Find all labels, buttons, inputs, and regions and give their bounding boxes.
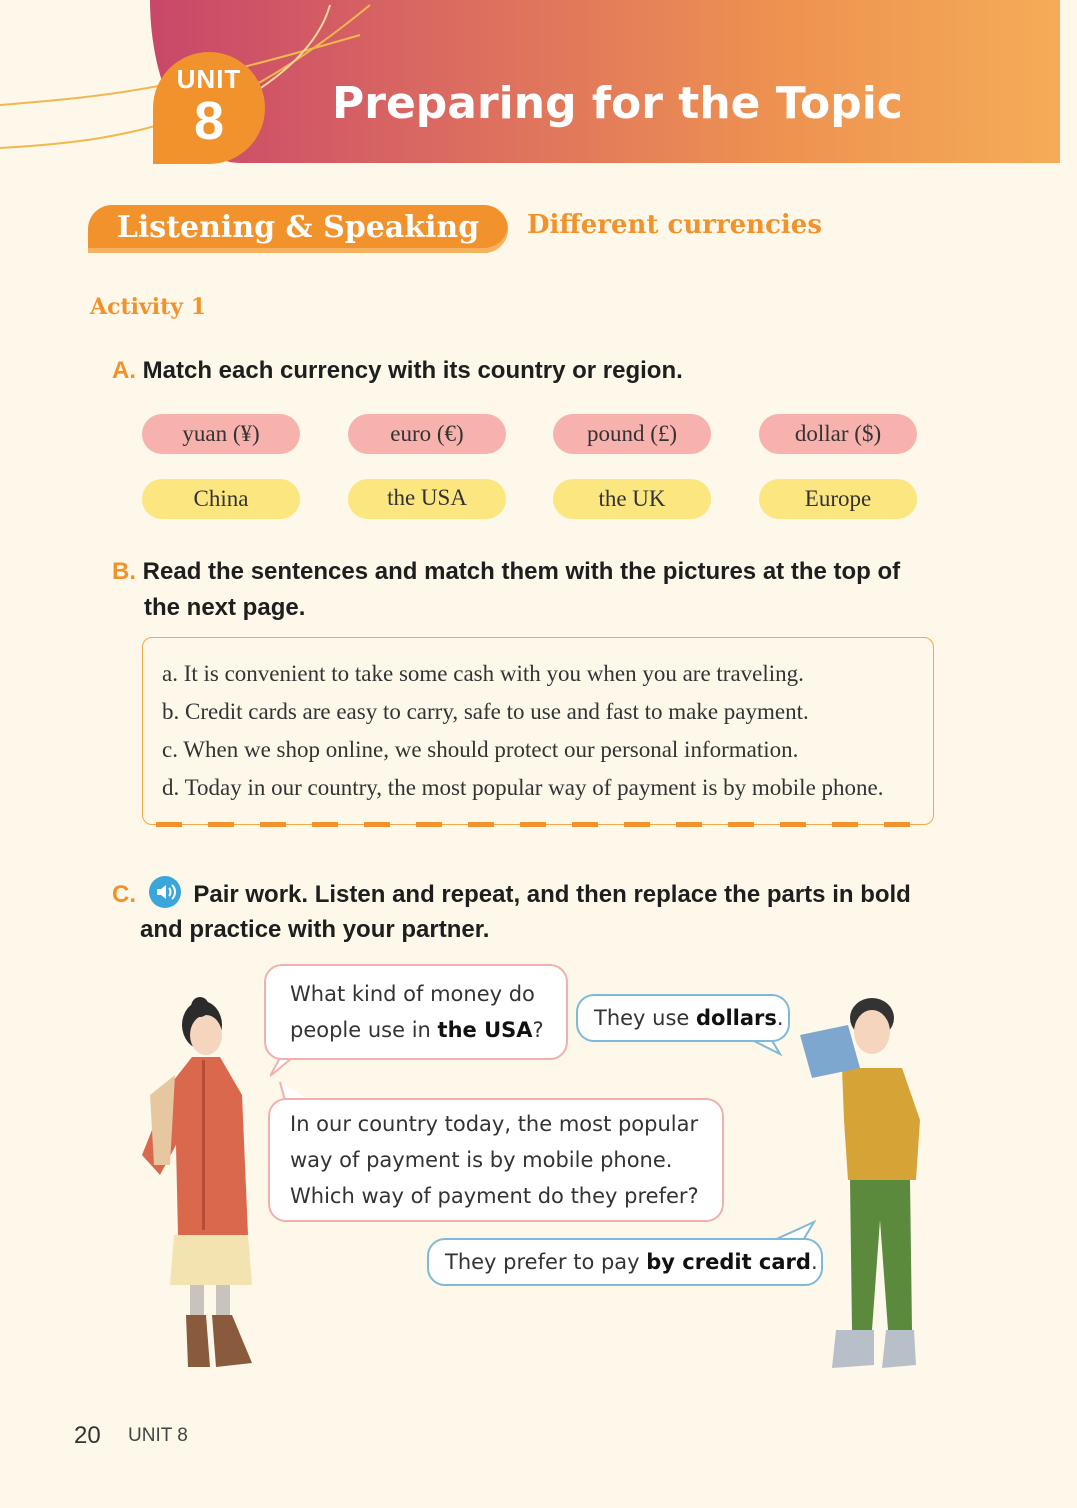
speech-bubble-a2: They prefer to pay by credit card. (427, 1238, 823, 1286)
currency-pill-dollar[interactable]: dollar ($) (759, 414, 917, 454)
sentence-c: c. When we shop online, we should protect our personal information. (162, 737, 799, 762)
currency-pill-euro[interactable]: euro (€) (348, 414, 506, 454)
speech-bubble-q1 (264, 964, 568, 1060)
page-title: Preparing for the Topic (332, 78, 903, 129)
currency-pill-yuan[interactable]: yuan (¥) (142, 414, 300, 454)
part-c-text-line1: Pair work. Listen and repeat, and then replace the parts in bold (193, 881, 911, 908)
part-b-letter: B. (112, 558, 136, 585)
region-pill-uk[interactable]: the UK (553, 479, 711, 519)
boy-illustration (790, 990, 930, 1380)
q2-line3: Which way of payment do they prefer? (290, 1184, 699, 1208)
speech-bubble-q2 (268, 1098, 724, 1222)
part-a-text: Match each currency with its country or region. (142, 357, 683, 384)
a1-bold: dollars (696, 1006, 777, 1030)
activity-label: Activity 1 (90, 294, 207, 320)
sentence-d: d. Today in our country, the most popular way of payment is by mobile phone. (162, 775, 884, 800)
part-c-text-line2: and practice with your partner. (140, 916, 490, 943)
sentence-box-dashes (156, 822, 918, 827)
q2-line1: In our country today, the most popular (290, 1112, 699, 1136)
part-b-text-line1: Read the sentences and match them with the pictures at the top of (142, 558, 901, 585)
footer-unit-label: UNIT 8 (128, 1425, 188, 1446)
part-b-instruction (112, 554, 900, 590)
part-c-letter: C. (112, 881, 136, 908)
part-a-instruction (112, 353, 683, 389)
q1-line2: people use in the USA? (290, 1018, 544, 1042)
page-number: 20 (74, 1422, 101, 1449)
unit-number: 8 (193, 91, 225, 151)
a2-bold: by credit card (646, 1250, 811, 1274)
q2-line2: way of payment is by mobile phone. (290, 1148, 673, 1172)
currency-pill-pound[interactable]: pound (£) (553, 414, 711, 454)
speaker-icon[interactable] (149, 876, 181, 908)
q1-bold: the USA (437, 1018, 533, 1042)
girl-illustration (130, 995, 270, 1375)
speech-bubble-a1: They use dollars. (576, 994, 790, 1042)
part-a-letter: A. (112, 357, 136, 384)
q1-line1: What kind of money do (290, 982, 535, 1006)
sentence-a: a. It is convenient to take some cash with you when you are traveling. (162, 661, 804, 686)
unit-badge (153, 52, 265, 164)
part-c-instruction (112, 876, 911, 913)
unit-label: UNIT (176, 64, 242, 94)
region-pill-usa[interactable]: the USA (348, 479, 506, 519)
section-tab: Listening & Speaking (88, 205, 508, 253)
part-b-text-line2: the next page. (144, 594, 306, 621)
region-pill-china[interactable]: China (142, 479, 300, 519)
region-pill-europe[interactable]: Europe (759, 479, 917, 519)
section-subtitle: Different currencies (527, 210, 822, 240)
sentence-b: b. Credit cards are easy to carry, safe to use and fast to make payment. (162, 699, 809, 724)
